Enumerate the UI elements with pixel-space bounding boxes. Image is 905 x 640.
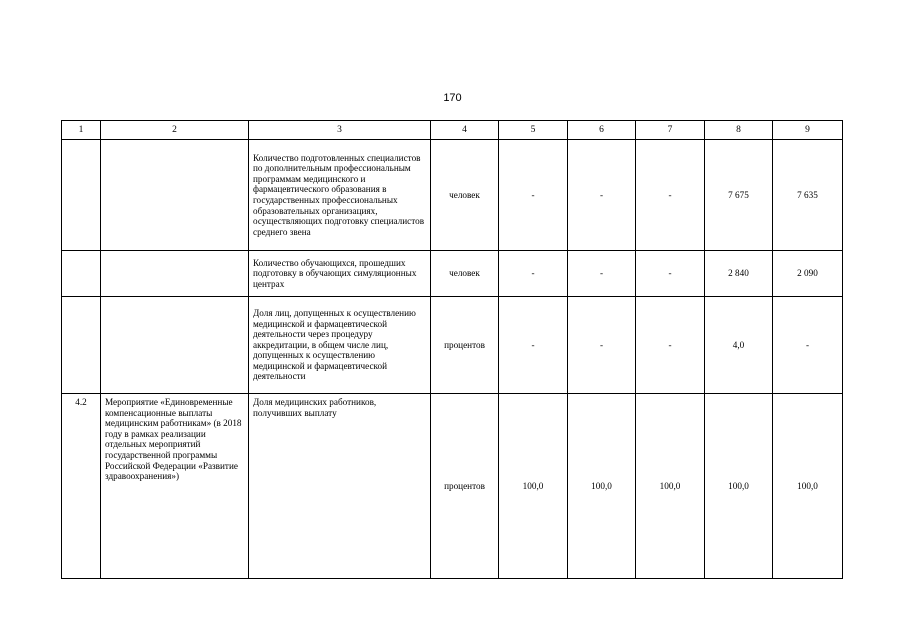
value-cell-9: 100,0 <box>773 394 843 579</box>
value-cell-7: - <box>636 251 705 297</box>
header-cell-2: 2 <box>101 121 249 140</box>
value-cell-9: 7 635 <box>773 140 843 251</box>
indicator-cell: Количество обучающихся, прошедших подготовку в обучающих симуляционных центрах <box>249 251 431 297</box>
table-row <box>62 297 843 394</box>
value-cell-5: - <box>499 140 568 251</box>
value-cell-8: 4,0 <box>705 297 773 394</box>
value-cell-5: 100,0 <box>499 394 568 579</box>
value-cell-8: 100,0 <box>705 394 773 579</box>
event-cell: Мероприятие «Единовременные компенсационные выплаты медицинским работникам» (в 2018 году в рамках реализации отдельных мероприятий государственной программы Российской Федерации «Развитие здравоохранения») <box>101 394 249 579</box>
event-cell <box>101 140 249 251</box>
indicator-cell: Доля медицинских работников, получивших выплату <box>249 394 431 579</box>
row-number-cell: 4.2 <box>62 394 101 579</box>
value-cell-6: 100,0 <box>568 394 636 579</box>
unit-cell: процентов <box>431 297 499 394</box>
indicators-table <box>61 120 843 579</box>
value-cell-8: 2 840 <box>705 251 773 297</box>
value-cell-7: - <box>636 297 705 394</box>
value-cell-7: 100,0 <box>636 394 705 579</box>
event-cell <box>101 297 249 394</box>
value-cell-5: - <box>499 251 568 297</box>
row-number-cell <box>62 251 101 297</box>
page-number: 170 <box>443 92 462 104</box>
indicator-cell: Доля лиц, допущенных к осуществлению медицинской и фармацевтической деятельности через процедуру аккредитации, в общем числе лиц, допущенных к осуществлению медицинской и фармацевтической деятельности <box>249 297 431 394</box>
indicator-cell: Количество подготовленных специалистов по дополнительным профессиональным программам медицинского и фармацевтического образования в государственных профессиональных образовательных организациях, осуществляющих подготовку специалистов среднего звена <box>249 140 431 251</box>
header-cell-8: 8 <box>705 121 773 140</box>
value-cell-6: - <box>568 251 636 297</box>
value-cell-7: - <box>636 140 705 251</box>
value-cell-9: 2 090 <box>773 251 843 297</box>
event-cell <box>101 251 249 297</box>
value-cell-6: - <box>568 140 636 251</box>
value-cell-8: 7 675 <box>705 140 773 251</box>
row-number-cell <box>62 140 101 251</box>
table-row <box>62 394 843 579</box>
unit-cell: человек <box>431 251 499 297</box>
table-row <box>62 140 843 251</box>
value-cell-5: - <box>499 297 568 394</box>
unit-cell: человек <box>431 140 499 251</box>
table-row <box>62 251 843 297</box>
header-cell-7: 7 <box>636 121 705 140</box>
row-number-cell <box>62 297 101 394</box>
header-cell-6: 6 <box>568 121 636 140</box>
header-cell-4: 4 <box>431 121 499 140</box>
header-cell-9: 9 <box>773 121 843 140</box>
header-cell-5: 5 <box>499 121 568 140</box>
unit-cell: процентов <box>431 394 499 579</box>
value-cell-9: - <box>773 297 843 394</box>
header-row <box>62 121 843 140</box>
value-cell-6: - <box>568 297 636 394</box>
header-cell-3: 3 <box>249 121 431 140</box>
header-cell-1: 1 <box>62 121 101 140</box>
